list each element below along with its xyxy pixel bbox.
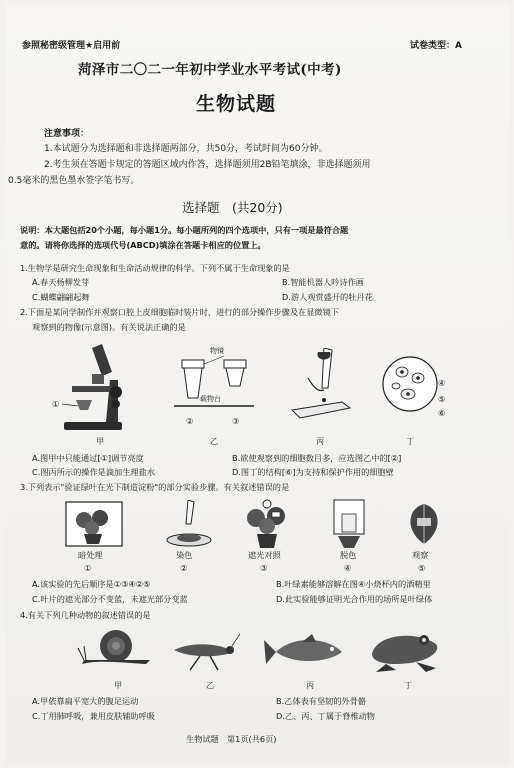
q2-label-jia: 甲: [96, 436, 105, 446]
step-4-label: 脱色: [340, 550, 357, 560]
q2-stem-2: 观察到的物像(示意图)。有关说法正确的是: [32, 322, 186, 332]
subject-title: 生物试题: [196, 93, 277, 115]
section-desc-2: 意的。请将你选择的选项代号(ABCD)填涂在答题卡相应的位置上。: [20, 240, 266, 250]
q3-option-b: B.叶绿素能够溶解在图④小烧杯内的酒精里: [276, 579, 431, 589]
observe-leaf-figure: [400, 500, 448, 548]
q2-label-3: ③: [232, 416, 240, 426]
q4-label-ding: 丁: [404, 680, 413, 690]
exam-title: 菏泽市二〇二一年初中学业水平考试(中考): [78, 62, 342, 78]
q2-label-yi: 乙: [210, 436, 219, 446]
dark-treatment-figure: [62, 500, 126, 548]
q2-stem-1: 2.下面是某同学制作并观察口腔上皮细胞临时装片时，进行的部分操作步骤及在显微镜下: [20, 307, 339, 317]
frog-figure: [366, 624, 446, 674]
q3-option-c: C.叶片的遮光部分不变蓝，未遮光部分变蓝: [32, 594, 188, 604]
step-2-num: ②: [180, 563, 188, 573]
q2-option-a: A.图甲中只能通过[①]调节亮度: [32, 453, 144, 463]
q2-label-bing: 丙: [316, 436, 325, 446]
q2-option-b: B.欲使观察到的细胞数目多，应选图乙中的[②]: [232, 453, 402, 463]
paper-type: 试卷类型：A: [410, 41, 462, 51]
q2-label-1: ①: [52, 399, 60, 409]
q4-stem: 4.有关下列几种动物的叙述错误的是: [20, 610, 151, 620]
q1-option-d: D.游人观赏盛开的牡丹花: [282, 292, 373, 302]
notes-title: 注意事项：: [44, 129, 90, 139]
page-footer: 生物试题 第1页(共6页): [186, 734, 277, 744]
q4-label-jia: 甲: [114, 680, 123, 690]
exam-paper: [6, 4, 510, 764]
step-4-num: ④: [344, 563, 352, 573]
section-desc-1: 说明：本大题包括20个小题，每小题1分。每小题所列的四个选项中，只有一项是最符合题: [20, 225, 349, 235]
q1-stem: 1.生物学是研究生命现象和生命活动规律的科学。下列不属于生命现象的是: [20, 263, 290, 273]
q1-option-a: A.春天杨柳发芽: [32, 277, 90, 287]
note-1: 1.本试题分为选择题和非选择题两部分，共50分，考试时间为60分钟。: [44, 144, 328, 154]
step-2-label: 染色: [176, 550, 193, 560]
q4-option-d: D.乙、丙、丁属于脊椎动物: [276, 711, 375, 721]
q4-option-c: C.丁用肺呼吸，兼用皮肤辅助呼吸: [32, 711, 155, 721]
q2-label-6: ⑥: [438, 408, 446, 418]
objective-lens-figure: [174, 354, 254, 414]
step-5-num: ⑤: [418, 563, 426, 573]
lens-label: 物镜: [210, 347, 224, 355]
q4-label-bing: 丙: [306, 680, 315, 690]
q4-option-a: A.甲依靠扁平宽大的腹足运动: [32, 696, 139, 706]
cells-view-figure: [382, 348, 438, 424]
q2-label-5: ⑤: [438, 394, 446, 404]
q1-option-b: B.智能机器人吟诗作画: [282, 277, 364, 287]
q2-option-d: D.图丁的结构[⑥]为支持和保护作用的细胞壁: [232, 467, 394, 477]
q2-label-2: ②: [186, 416, 194, 426]
q2-label-ding: 丁: [406, 436, 415, 446]
fish-figure: [262, 632, 352, 672]
shading-figure: [242, 498, 292, 550]
q2-label-4: ④: [438, 378, 446, 388]
q2-option-c: C.图丙所示的操作是滴加生理盐水: [32, 467, 155, 477]
dropper-figure: [284, 348, 354, 428]
q3-option-d: D.此实验能够证明光合作用的场所是叶绿体: [276, 594, 433, 604]
section-title: 选择题 (共20分): [182, 200, 283, 215]
secret-level: 参照秘密级管理★启用前: [22, 41, 121, 51]
decolor-figure: [324, 498, 374, 550]
q4-option-b: B.乙体表有坚韧的外骨骼: [276, 696, 367, 706]
step-1-label: 暗处理: [78, 550, 103, 560]
microscope-figure: [58, 340, 138, 432]
snail-figure: [76, 626, 156, 670]
q1-option-c: C.蝴蝶翩翩起舞: [32, 292, 90, 302]
step-3-num: ③: [260, 563, 268, 573]
staining-figure: [164, 500, 214, 548]
step-1-num: ①: [84, 563, 92, 573]
q3-option-a: A.该实验的先后顺序是①③④②⑤: [32, 579, 151, 589]
q4-label-yi: 乙: [206, 680, 215, 690]
note-2: 2.考生须在答题卡规定的答题区域内作答，选择题须用2B铅笔填涂，非选择题须用: [44, 160, 371, 170]
q3-stem: 3.下列表示"验证绿叶在光下制造淀粉"的部分实验步骤。有关叙述错误的是: [20, 482, 290, 492]
grasshopper-figure: [170, 632, 240, 672]
note-2-cont: 0.5毫米的黑色墨水签字笔书写。: [8, 176, 140, 186]
stage-label: 载物台: [200, 395, 221, 403]
step-5-label: 观察: [412, 550, 429, 560]
step-3-label: 遮光对照: [248, 550, 281, 560]
